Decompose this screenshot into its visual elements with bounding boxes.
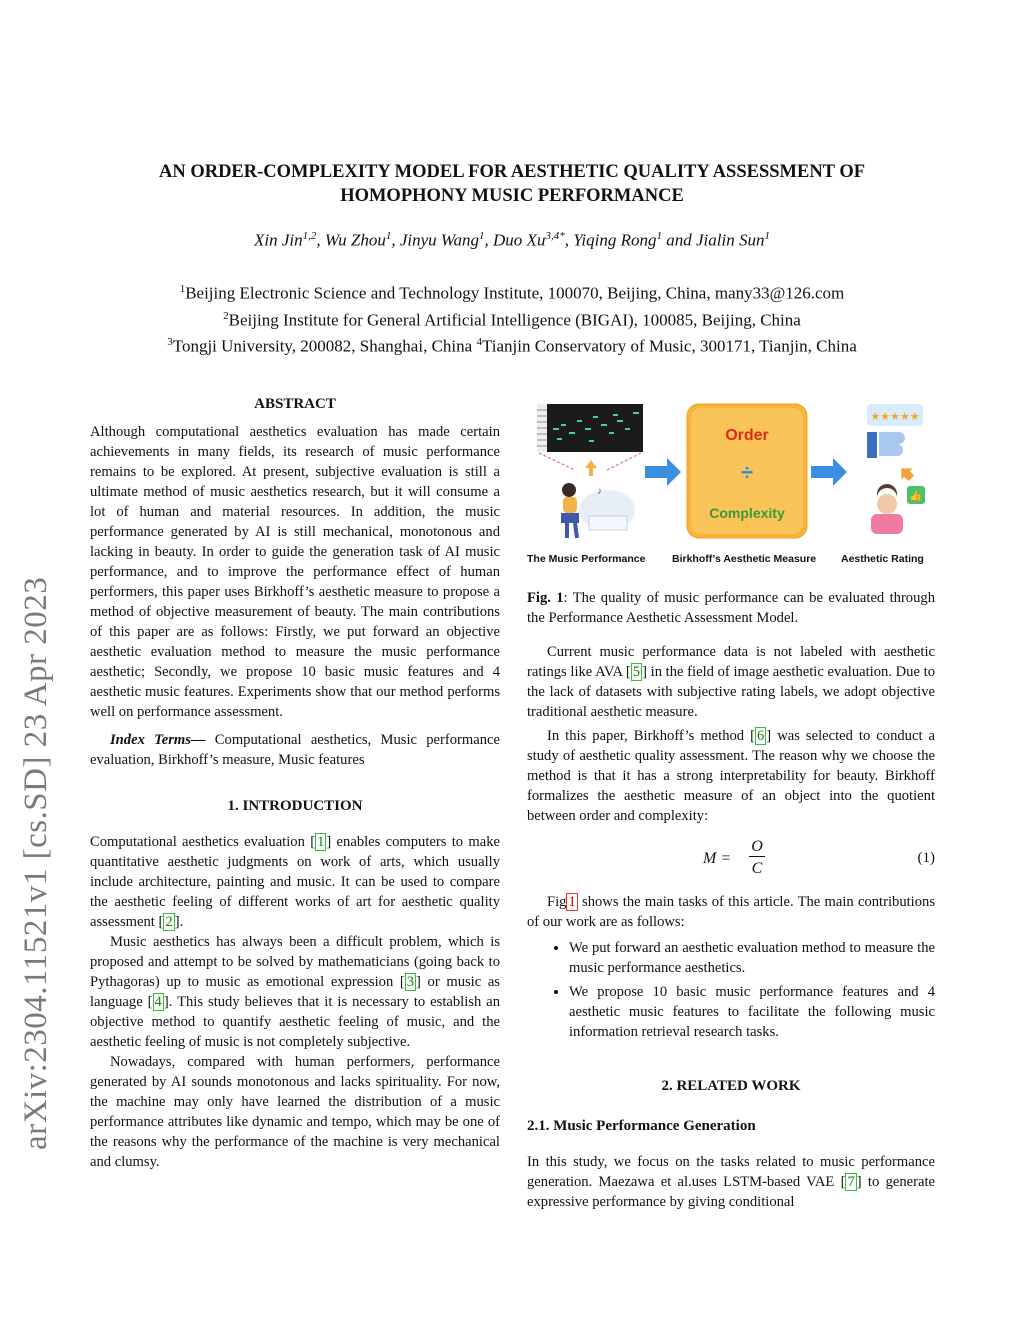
citation-link[interactable]: 5 bbox=[632, 664, 641, 680]
order-label: Order bbox=[725, 427, 769, 444]
right-paragraph-3: Fig 1 shows the main tasks of this article. The main contributions of our work are as follows: bbox=[527, 894, 935, 930]
citation-link[interactable]: 1 bbox=[317, 834, 325, 850]
figure-label-performance: The Music Performance bbox=[527, 553, 646, 565]
flow-arrow-icon bbox=[645, 458, 681, 486]
contribution-list bbox=[527, 938, 935, 1042]
list-item: • We put forward an aesthetic evaluation method to measure the music performance aesthetics. bbox=[569, 938, 935, 978]
svg-text:♪: ♪ bbox=[597, 486, 602, 497]
svg-text:👍: 👍 bbox=[909, 491, 923, 502]
citation-link[interactable]: 3 bbox=[406, 974, 415, 990]
right-column-upper bbox=[527, 642, 935, 826]
intro-paragraph-2: Music aesthetics has always been a difficult problem, which is proposed and attempt to be solved by mathematicians (going back to Pythagoras) up to music as emotional expression [ 3 ] or music as language [ 4 ]. This study believes that it is necessary to establish an objective method to quantify aesthetic feeling of music, and the aesthetic feeling of music is not completely subjective. bbox=[90, 934, 500, 1050]
list-item: • We propose 10 basic music performance features and 4 aesthetic music features to facilitate the following music information retrieval research tasks. bbox=[569, 982, 935, 1042]
related-work-heading: 2. RELATED WORK bbox=[661, 1078, 801, 1094]
citation-link[interactable]: 4 bbox=[154, 994, 162, 1010]
citation-link[interactable]: 6 bbox=[757, 728, 765, 744]
introduction-heading: 1. INTRODUCTION bbox=[227, 798, 363, 814]
right-paragraph-4: In this study, we focus on the tasks related to music performance generation. Maezawa et al.uses LSTM-based VAE [ 7 ] to generate expressive performance by giving conditional bbox=[527, 1154, 935, 1210]
affiliations: $^1$Beijing Electronic Science and Technology Institute, 100070, Beijing, China, many33@126.com $^2$Beijing Institute for General Artificial Intelligence (BIGAI), 100085, Beijing, China $^3$Tongji University, 200082, Shanghai, China $^4$Tianjin Conservatory of Music, 300171, Tianjin, China bbox=[167, 283, 857, 356]
abstract-text: Although computational aesthetics evaluation has made certain achievements in many fields, its research of music performance remains to be explored. At present, subjective evaluation is still a ultimate method of music aesthetics research, but it will consume a lot of human and material resources. In addition, the music performance generated by AI is still mechanical, monotonous and lacking in beauty. In order to guide the generation task of AI music performance, and to improve the performance effect of human performers, this paper uses Birkhoff’s aesthetic measure to propose a method of objective measurement of beauty. The main contributions of this paper are as follows: Firstly, we put forward an objective aesthetic evaluation method to measure the music performance aesthetic; Secondly, we propose 10 basic music features and 4 aesthetic music features. Experiments show that our method performs well on performance assessment. bbox=[90, 424, 500, 720]
divide-sign: ÷ bbox=[740, 460, 754, 485]
figure-1 bbox=[527, 398, 937, 576]
right-column-lower bbox=[527, 892, 935, 1212]
citation-link[interactable]: 7 bbox=[847, 1174, 855, 1190]
paper-title: AN ORDER-COMPLEXITY MODEL FOR AESTHETIC QUALITY ASSESSMENT OF HOMOPHONY MUSIC PERFORMANCE bbox=[158, 162, 866, 206]
index-terms: Index Terms— Computational aesthetics, Music performance evaluation, Birkhoff’s measure, Music features bbox=[90, 732, 500, 768]
right-paragraph-2: In this paper, Birkhoff’s method [ 6 ] was selected to conduct a study of aesthetic quality assessment. The reason why we choose the method is that it has a strong interpretability for beauty. Birkhoff formalizes the aesthetic measure of an object into the quotient between order and complexity: bbox=[527, 728, 935, 824]
equation-1: M = O C (1) bbox=[703, 838, 935, 877]
author-list: Xin Jin$^{1,2}$, Wu Zhou$^1$, Jinyu Wang$^1$, Duo $Xu^{3,4*}$, Yiqing Rong$^1$ and Jialin Sun$^1$ bbox=[254, 230, 770, 250]
flow-arrow-icon bbox=[811, 458, 847, 486]
person-avatar bbox=[877, 494, 897, 514]
figure-caption: Fig. 1: The quality of music performance can be evaluated through the Performance Aesthetic Assessment Model. bbox=[527, 590, 935, 626]
figure-label-rating: Aesthetic Rating bbox=[841, 553, 924, 565]
citation-link[interactable]: 2 bbox=[165, 914, 173, 930]
figure-link[interactable]: 1 bbox=[568, 894, 576, 910]
left-column bbox=[90, 394, 500, 1172]
complexity-label: Complexity bbox=[709, 505, 785, 521]
svg-text:★★★★★: ★★★★★ bbox=[870, 411, 920, 423]
subsection-heading: 2.1. Music Performance Generation bbox=[527, 1118, 756, 1134]
abstract-heading: ABSTRACT bbox=[254, 396, 336, 412]
arxiv-sidebar-stamp: arXiv:2304.11521v1 [cs.SD] 23 Apr 2023 bbox=[18, 576, 54, 1150]
thumbs-up-icon bbox=[879, 432, 905, 456]
intro-paragraph-3: Nowadays, compared with human performers, performance generated by AI sounds monotonous and lacks spirituality. For now, the machine may only have learned the distribution of a music performance attributes like dynamic and tempo, which may be one of the reasons why the performance of the machine is very mechanical and clumsy. bbox=[90, 1054, 500, 1170]
figure-illustration bbox=[527, 398, 937, 576]
right-paragraph-1: Current music performance data is not labeled with aesthetic ratings like AVA [ 5 ] in the field of image aesthetic evaluation. Due to the lack of datasets with subjective rating labels, we adopt objective traditional aesthetic measure. bbox=[527, 644, 935, 720]
intro-paragraph-1: Computational aesthetics evaluation [ 1 ] enables computers to make quantitative aesthetic judgments on work of arts, which usually include architecture, painting and music. It can be used to compare the aesthetic feeling of different works of art for aesthetic quality assessment [ 2 ]. bbox=[90, 834, 501, 930]
figure-label-measure: Birkhoff’s Aesthetic Measure bbox=[672, 553, 817, 565]
